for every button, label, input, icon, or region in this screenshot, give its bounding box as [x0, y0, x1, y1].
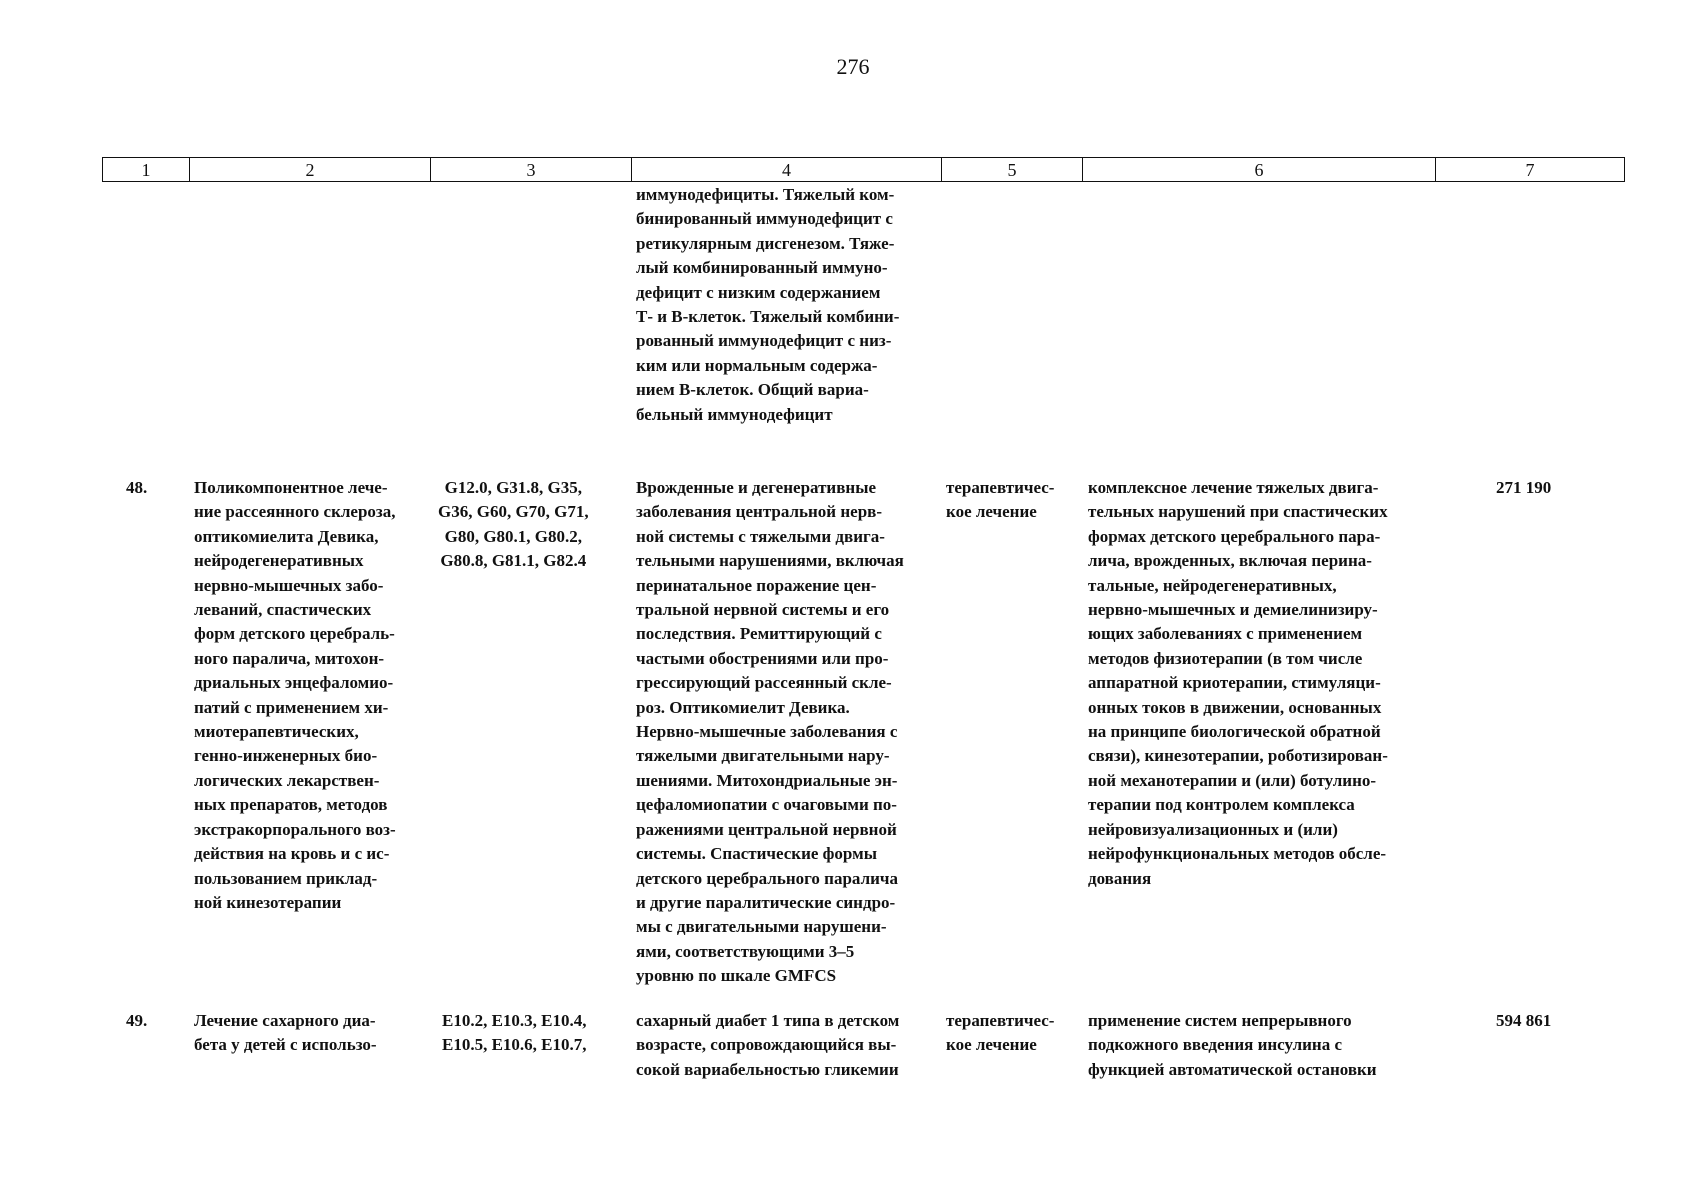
row-49-method: применение систем непрерывного подкожного введения инсулина с функцией автоматической остановки: [1088, 1011, 1377, 1079]
page-number: 276: [836, 54, 870, 79]
continued-description: иммунодефициты. Тяжелый ком- бинированный иммунодефицит с ретикулярным дисгенезом. Тяже- лый комбинированный иммуно- дефицит с низким содержанием Т- и В-клеток. Тяжелый комбини- рованный иммунодефицит с низ- ким или нормальным содержа- нием В-клеток. Общий вариа- бельный иммунодефицит: [636, 185, 900, 424]
row-49-cost: 594 861: [1496, 1011, 1552, 1030]
column-header-2: 2: [190, 158, 431, 182]
row-49-number: 49.: [126, 1011, 148, 1030]
row-48-treatment-type: терапевтичес- кое лечение: [946, 478, 1055, 522]
column-header-7: 7: [1436, 158, 1625, 182]
row-48-method: комплексное лечение тяжелых двига- тельных нарушений при спастических формах детского церебрального пара- лича, врожденных, включая перина- тальные, нейродегенеративных, нервно-мышечных и демиелинизиру- ющих заболеваниях с применением методов физиотерапии (в том числе аппаратной криотерапии, стимуляци- онных токов в движении, основанных на принципе биологической обратной связи), кинезотерапии, роботизирован- ной механотерапии и (или) ботулино- терапии под контролем комплекса нейровизуализационных и (или) нейрофункциональных методов обсле- дования: [1088, 478, 1388, 888]
column-header-5: 5: [942, 158, 1083, 182]
row-48-number: 48.: [126, 478, 148, 497]
column-header-6: 6: [1083, 158, 1436, 182]
row-48-description: Врожденные и дегенеративные заболевания центральной нерв- ной системы с тяжелыми двига- тельными нарушениями, включая перинатальное поражение цен- тральной нервной системы и его последствия. Ремиттирующий с частыми обострениями или про- грессирующий рассеянный скле- роз. Оптикомиелит Девика. Нервно-мышечные заболевания с тяжелыми двигательными нару- шениями. Митохондриальные эн- цефаломиопатии с очаговыми по- ражениями центральной нервной системы. Спастические формы детского церебрального паралича и другие паралитические синдро- мы с двигательными нарушени- ями, соответствующими 3–5 уровню по шкале GMFCS: [636, 478, 904, 986]
row-48-cost: 271 190: [1496, 478, 1552, 497]
row-48-codes: G12.0, G31.8, G35, G36, G60, G70, G71, G80, G80.1, G80.2, G80.8, G81.1, G82.4: [438, 478, 589, 571]
row-48-name: Поликомпонентное лече- ние рассеянного склероза, оптикомиелита Девика, нейродегенеративных нервно-мышечных забо- леваний, спастических форм детского церебраль- ного паралича, митохон- дриальных энцефаломио- патий с применением хи- миотерапевтических, генно-инженерных био- логических лекарствен- ных препаратов, методов экстракорпорального воз- действия на кровь и с ис- пользованием приклад- ной кинезотерапии: [194, 478, 396, 912]
row-49-description: сахарный диабет 1 типа в детском возрасте, сопровождающийся вы- сокой вариабельностью гликемии: [636, 1011, 900, 1079]
column-header-row: [102, 157, 1625, 182]
row-49-treatment-type: терапевтичес- кое лечение: [946, 1011, 1055, 1055]
column-header-1: 1: [103, 158, 190, 182]
row-49-name: Лечение сахарного диа- бета у детей с использо-: [194, 1011, 377, 1055]
row-49-codes: E10.2, E10.3, E10.4, E10.5, E10.6, E10.7,: [442, 1011, 587, 1055]
column-header-3: 3: [431, 158, 632, 182]
column-header-4: 4: [632, 158, 942, 182]
